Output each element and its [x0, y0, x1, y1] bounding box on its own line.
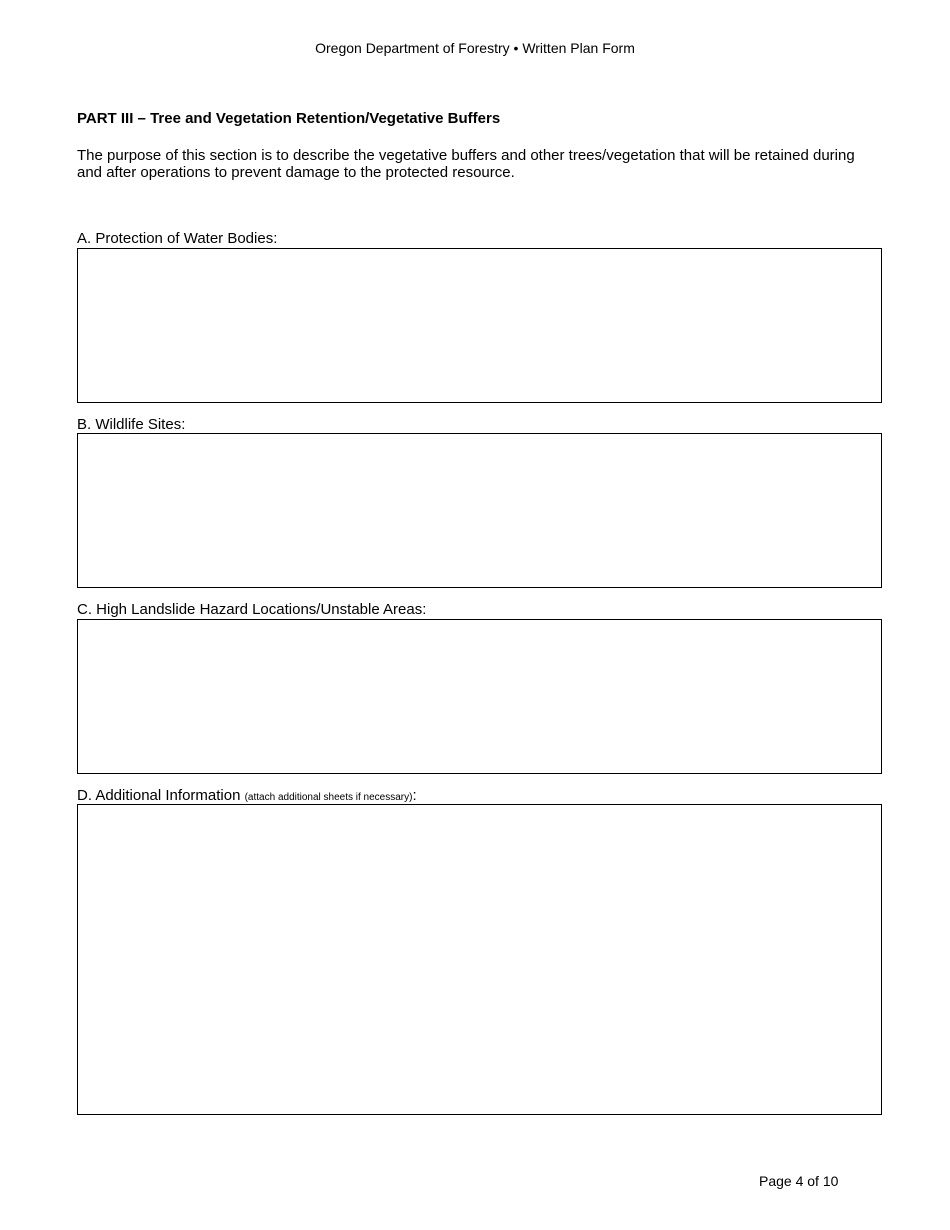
- part-title: PART III – Tree and Vegetation Retention/Vegetative Buffers: [77, 110, 501, 127]
- section-b-label: B. Wildlife Sites:: [77, 416, 186, 433]
- section-d-label-text: D. Additional Information: [77, 787, 245, 804]
- section-intro-text: The purpose of this section is to describe the vegetative buffers and other trees/vegetation that will be retained during and after operations to prevent damage to the protected resource.: [77, 147, 855, 181]
- wildlife-sites-text-area[interactable]: [77, 433, 882, 588]
- section-d-label-note: (attach additional sheets if necessary): [244, 792, 413, 803]
- document-header: Oregon Department of Forestry • Written Plan Form: [315, 40, 635, 56]
- landslide-hazard-text-area[interactable]: [77, 619, 882, 774]
- section-a-label: A. Protection of Water Bodies:: [77, 230, 278, 247]
- section-d-label-suffix: :: [412, 787, 417, 804]
- section-c-label: C. High Landslide Hazard Locations/Unstable Areas:: [77, 601, 427, 618]
- water-bodies-text-area[interactable]: [77, 248, 882, 403]
- page-number: Page 4 of 10: [759, 1173, 839, 1189]
- additional-information-text-area[interactable]: [77, 804, 882, 1115]
